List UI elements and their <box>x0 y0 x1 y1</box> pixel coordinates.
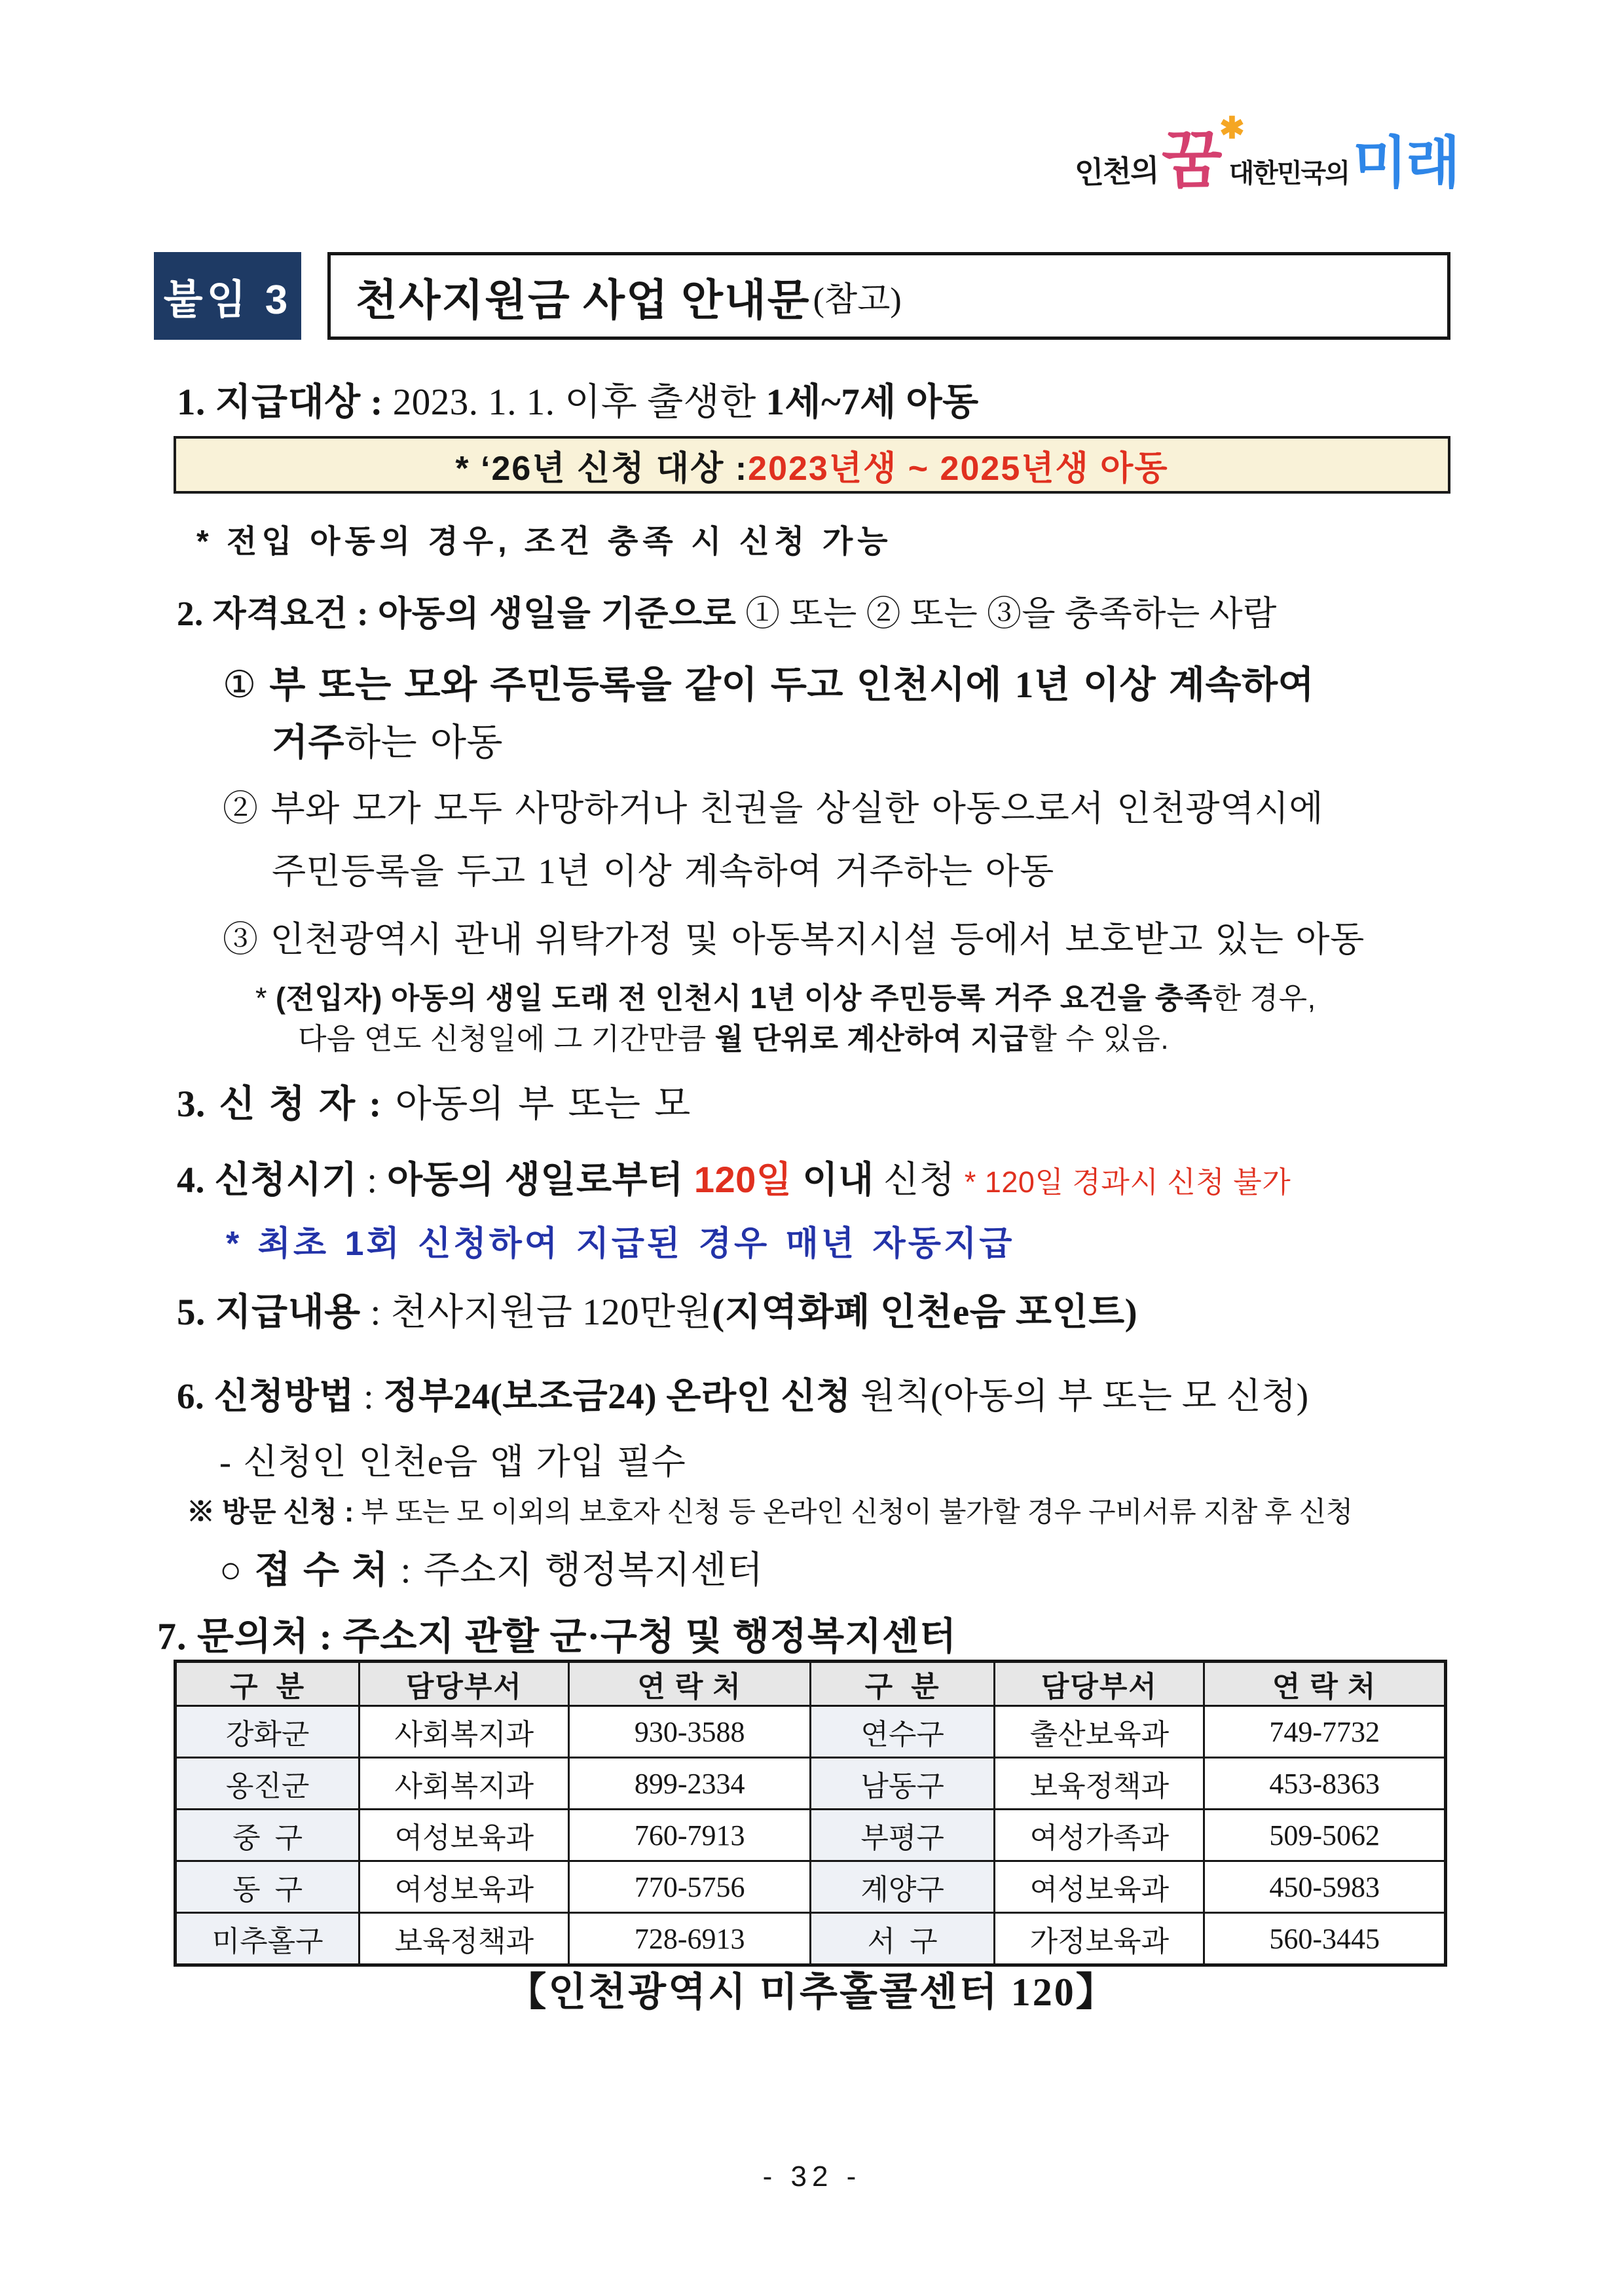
table-cell: 보육정책과 <box>360 1913 569 1965</box>
header-department-left: 담당부서 <box>360 1662 569 1706</box>
logo-text-future: 미래 <box>1352 132 1459 194</box>
document-header <box>154 252 1450 340</box>
logo-text-korea: 대한민국의 <box>1228 159 1349 188</box>
callcenter-footer: 【인천광역시 미추홀콜센터 120】 <box>507 1971 1117 2014</box>
table-cell: 450-5983 <box>1204 1861 1446 1913</box>
transfer-child-note: * 전입 아동의 경우, 조건 충족 시 신청 가능 <box>196 524 893 559</box>
section-2-qualification: 2. 자격요건 : 아동의 생일을 기준으로 ① 또는 ② 또는 ③을 충족하는 사람 <box>177 594 1277 633</box>
auto-payment-note: * 최초 1회 신청하여 지급된 경우 매년 자동지급 <box>226 1225 1015 1263</box>
header-department-right: 담당부서 <box>995 1662 1204 1706</box>
table-row <box>175 1758 1446 1810</box>
logo-text-dream: 꿈 ✱ <box>1161 111 1245 196</box>
table-cell: 계양구 <box>810 1861 994 1913</box>
table-cell: 770-5756 <box>569 1861 811 1913</box>
visit-application-note: ※ 방문 신청 : 부 또는 모 이외의 보호자 신청 등 온라인 신청이 불가할 경우 구비서류 지참 후 신청 <box>187 1497 1353 1528</box>
table-cell: 사회복지과 <box>360 1706 569 1758</box>
table-cell: 여성보육과 <box>360 1810 569 1861</box>
condition-1-line-2: 거주하는 아동 <box>272 722 504 763</box>
table-cell: 동 구 <box>175 1861 360 1913</box>
table-cell: 453-8363 <box>1204 1758 1446 1810</box>
table-cell: 여성보육과 <box>995 1861 1204 1913</box>
table-cell: 749-7732 <box>1204 1706 1446 1758</box>
table-row <box>175 1810 1446 1861</box>
contacts-table-wrapper <box>174 1660 1447 1967</box>
section-1-payment-target: 1. 지급대상 : 2023. 1. 1. 이후 출생한 1세~7세 아동 <box>177 382 979 423</box>
section-3-applicant: 3. 신 청 자 : 아동의 부 또는 모 <box>177 1084 691 1125</box>
section-7-contact-heading: 7. 문의처 : 주소지 관할 군·구청 및 행정복지센터 <box>157 1615 957 1658</box>
table-row <box>175 1861 1446 1913</box>
table-cell: 부평구 <box>810 1810 994 1861</box>
logo-text-incheon: 인천의 <box>1073 153 1158 191</box>
condition-2-line-1: ② 부와 모가 모두 사망하거나 친권을 상실한 아동으로서 인천광역시에 <box>223 789 1324 828</box>
table-cell: 미추홀구 <box>175 1913 360 1965</box>
transferee-note-line-2: 다음 연도 신청일에 그 기간만큼 월 단위로 계산하여 지급할 수 있음. <box>298 1022 1170 1055</box>
table-cell: 가정보육과 <box>995 1913 1204 1965</box>
header-contact-right: 연 락 처 <box>1204 1662 1446 1706</box>
header-district-left: 구 분 <box>175 1662 360 1706</box>
table-cell: 남동구 <box>810 1758 994 1810</box>
section-4-application-period: 4. 신청시기 : 아동의 생일로부터 120일 이내 신청 * 120일 경과시 신청 불가 <box>177 1159 1291 1201</box>
table-cell: 899-2334 <box>569 1758 811 1810</box>
table-cell: 서 구 <box>810 1913 994 1965</box>
table-cell: 보육정책과 <box>995 1758 1204 1810</box>
condition-1-line-1: ① 부 또는 모와 주민등록을 같이 두고 인천시에 1년 이상 계속하여 <box>223 665 1315 706</box>
table-cell: 여성가족과 <box>995 1810 1204 1861</box>
table-cell: 연수구 <box>810 1706 994 1758</box>
table-cell: 강화군 <box>175 1706 360 1758</box>
table-cell: 728-6913 <box>569 1913 811 1965</box>
table-cell: 사회복지과 <box>360 1758 569 1810</box>
header-contact-left: 연 락 처 <box>569 1662 811 1706</box>
table-cell: 509-5062 <box>1204 1810 1446 1861</box>
page-title-suffix: (참고) <box>813 281 902 319</box>
page-title: 천사지원금 사업 안내문 <box>356 276 811 325</box>
contacts-table <box>174 1660 1447 1967</box>
star-icon: ✱ <box>1219 111 1245 145</box>
page-number: - 32 - <box>762 2160 862 2193</box>
attachment-badge: 붙임 3 <box>154 252 301 340</box>
table-header-row <box>175 1662 1446 1706</box>
table-row <box>175 1706 1446 1758</box>
table-cell: 중 구 <box>175 1810 360 1861</box>
table-cell: 930-3588 <box>569 1706 811 1758</box>
title-box <box>327 252 1450 340</box>
condition-3: ③ 인천광역시 관내 위탁가정 및 아동복지시설 등에서 보호받고 있는 아동 <box>223 920 1365 959</box>
eligibility-highlight-box: * ‘26년 신청 대상 : 2023년생 ~ 2025년생 아동 <box>174 436 1450 494</box>
table-cell: 760-7913 <box>569 1810 811 1861</box>
header-district-right: 구 분 <box>810 1662 994 1706</box>
section-5-payment-details: 5. 지급내용 : 천사지원금 120만원(지역화폐 인천e음 포인트) <box>177 1292 1138 1333</box>
table-cell: 출산보육과 <box>995 1706 1204 1758</box>
condition-2-line-2: 주민등록을 두고 1년 이상 계속하여 거주하는 아동 <box>272 852 1054 891</box>
incheon-slogan-logo <box>1073 111 1459 196</box>
table-row <box>175 1913 1446 1965</box>
table-cell: 옹진군 <box>175 1758 360 1810</box>
app-signup-requirement: - 신청인 인천e음 앱 가입 필수 <box>219 1442 686 1482</box>
table-cell: 여성보육과 <box>360 1861 569 1913</box>
reception-desk-line: ○ 접 수 처 : 주소지 행정복지센터 <box>219 1550 764 1591</box>
table-cell: 560-3445 <box>1204 1913 1446 1965</box>
section-6-application-method: 6. 신청방법 : 정부24(보조금24) 온라인 신청 원칙(아동의 부 또는 모 신청) <box>177 1376 1309 1416</box>
transferee-note-line-1: * (전입자) 아동의 생일 도래 전 인천시 1년 이상 주민등록 거주 요건을 충족한 경우, <box>255 981 1316 1015</box>
